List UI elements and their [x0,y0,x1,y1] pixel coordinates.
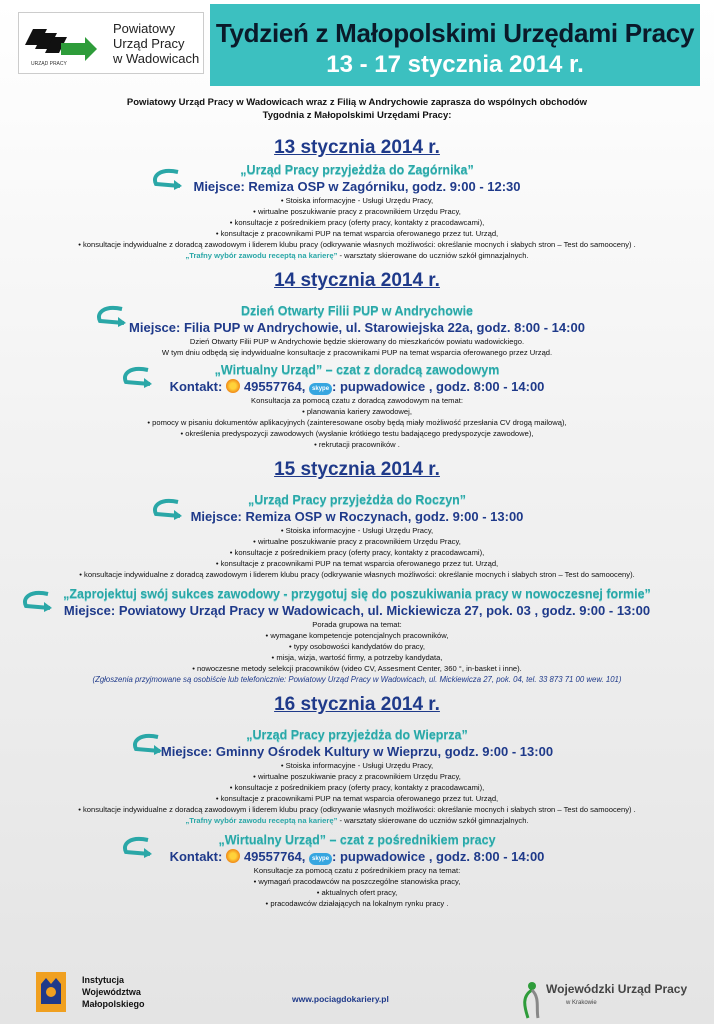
event-line: • wirtualne poszukiwanie pracy z pracownikiem Urzędu Pracy, [253,207,461,216]
header [0,0,714,92]
date-heading: 14 stycznia 2014 r. [274,270,440,291]
wup-figure-icon [520,980,544,1020]
contact-label: Kontakt: [169,379,223,394]
date-heading: 16 stycznia 2014 r. [274,694,440,715]
curved-arrow-icon [130,733,162,755]
contact-number: 49557764, [243,379,306,394]
curved-arrow-icon [94,305,126,327]
event-place: Miejsce: Filia PUP w Andrychowie, ul. Starowiejska 22a, godz. 8:00 - 14:00 [129,320,585,335]
intro-line: Tygodnia z Małopolskimi Urzędami Pracy: [262,110,452,121]
schedule [0,136,714,909]
workshop-line [0,815,714,826]
event-line: • określenia predyspozycji zawodowych (wysłanie krótkiego testu badającego predyspozycje zawodowe), [180,429,534,438]
event-block [0,492,714,580]
logo-text [113,21,199,66]
event-line: • pomocy w pisaniu dokumentów aplikacyjnych (zainteresowane osoby będą miały możliwość przesłania CV drogą mailową), [147,418,567,427]
event-block [0,832,714,909]
contact-line [0,848,714,865]
event-line: • wymagań pracodawców na poszczególne stanowiska pracy, [253,877,461,886]
event-line: • typy osobowości kandydatów do pracy, [289,642,425,651]
contact-label: Kontakt: [169,849,223,864]
curved-arrow-icon [150,498,182,520]
event-line: • konsultacje indywidualne z doradcą zawodowym i liderem klubu pracy (odkrywanie własnych możliwości: określanie mocnych i słabych stron – Test do samooceny) . [78,240,636,249]
workshop-title: „Trafny wybór zawodu receptą na karierę” [185,816,338,825]
event-place: Miejsce: Remiza OSP w Roczynach, godz. 9:00 - 13:00 [190,509,524,524]
date-heading: 15 stycznia 2014 r. [274,459,440,480]
skype-icon: skype [309,383,332,395]
contact-line [0,378,714,395]
event-line: W tym dniu odbędą się indywidualne konsultacje z pracownikami PUP na temat wsparcia oferowanego przez Urząd. [161,348,553,357]
event-title: „Urząd Pracy przyjeżdża do Zagórnika” [240,163,474,177]
event-place: Miejsce: Remiza OSP w Zagórniku, godz. 9:00 - 12:30 [193,179,521,194]
gg-icon [226,379,240,393]
event-line: • konsultacje z pośrednikiem pracy (oferty pracy, kontakty z pracodawcami), [229,218,485,227]
event-title: „Zaprojektuj swój sukces zawodowy - przygotuj się do poszukiwania pracy w nowoczesnej formie” [63,587,651,601]
event-line: • nowoczesne metody selekcji pracowników (video CV, Assesment Center, 360 °, in-basket i inne). [192,664,522,673]
workshop-title: „Trafny wybór zawodu receptą na karierę” [185,251,338,260]
event-title: Dzień Otwarty Filii PUP w Andrychowie [241,304,473,318]
event-title: „Urząd Pracy przyjeżdża do Roczyn” [247,493,467,507]
event-line: • Stoiska informacyjne - Usługi Urzędu Pracy, [280,761,434,770]
page-subtitle: 13 - 17 stycznia 2014 r. [326,51,584,78]
page-title: Tydzień z Małopolskimi Urzędami Pracy [215,18,695,48]
event-line: • konsultacje indywidualne z doradcą zawodowym i liderem klubu pracy (odkrywanie własnych możliwości: określanie mocnych i słabych stron – Test do samooceny) . [78,805,636,814]
logo-line: Urząd Pracy [113,36,185,51]
date-heading: 13 stycznia 2014 r. [274,137,440,158]
logo-line: w Wadowicach [113,51,200,66]
event-block [0,727,714,826]
event-block [0,362,714,450]
event-line: • planowania kariery zawodowej, [302,407,412,416]
registration-note: (Zgłoszenia przyjmowane są osobiście lub telefonicznie: Powiatowy Urząd Pracy w Wadowicach, ul. Mickiewicza 27, pok. 04, tel. 33 873 71 00 wew. 101) [92,675,622,684]
contact-number: 49557764, [243,849,306,864]
workshop-line [0,250,714,261]
intro-text [0,96,714,122]
event-place: Miejsce: Gminny Ośrodek Kultury w Wieprzu, godz. 9:00 - 13:00 [160,744,554,759]
event-line: Porada grupowa na temat: [312,620,402,629]
wup-logo [520,978,710,1022]
pup-logo [18,12,204,74]
event-title: „Wirtualny Urząd” – czat z pośrednikiem pracy [218,833,496,847]
title-banner [210,4,700,86]
event-line: • Stoiska informacyjne - Usługi Urzędu Pracy, [280,526,434,535]
footer [0,968,714,1024]
website-link[interactable]: www.pociagdokariery.pl [292,994,389,1004]
curved-arrow-icon [120,366,152,388]
logo-line: Powiatowy [113,21,176,36]
event-block [0,162,714,261]
event-line: • konsultacje z pośrednikiem pracy (oferty pracy, kontakty z pracodawcami), [229,548,485,557]
event-line: • wymagane kompetencje potencjalnych pracowników, [265,631,449,640]
gg-icon [226,849,240,863]
skype-icon: skype [309,853,332,865]
contact-rest: : pupwadowice , godz. 8:00 - 14:00 [332,849,545,864]
event-line: • konsultacje z pracownikami PUP na temat wsparcia oferowanego przez tut. Urząd, [215,229,499,238]
workshop-desc: - warsztaty skierowane do uczniów szkół gimnazjalnych. [337,816,529,825]
logo-small-text: URZĄD PRACY [31,61,67,67]
footer-line: Województwa [82,987,141,997]
event-line: • konsultacje z pracownikami PUP na temat wsparcia oferowanego przez tut. Urząd, [215,794,499,803]
malopolska-text [82,974,192,1010]
workshop-desc: - warsztaty skierowane do uczniów szkół gimnazjalnych. [337,251,529,260]
event-title: „Urząd Pracy przyjeżdża do Wieprza” [246,728,468,742]
event-title: „Wirtualny Urząd” – czat z doradcą zawodowym [214,363,500,377]
event-line: Dzień Otwarty Filii PUP w Andrychowie będzie skierowany do mieszkańców powiatu wadowickiego. [189,337,525,346]
footer-line: Instytucja [82,975,125,985]
curved-arrow-icon [120,836,152,858]
contact-rest: : pupwadowice , godz. 8:00 - 14:00 [332,379,545,394]
wup-subtitle: w Krakowie [566,1000,597,1006]
event-line: Konsultacja za pomocą czatu z doradcą zawodowym na temat: [251,396,463,405]
curved-arrow-icon [20,590,52,612]
event-line: • aktualnych ofert pracy, [316,888,398,897]
event-line: Konsultacje za pomocą czatu z pośrednikiem pracy na temat: [253,866,461,875]
event-line: • konsultacje z pośrednikiem pracy (oferty pracy, kontakty z pracodawcami), [229,783,485,792]
footer-line: Małopolskiego [82,999,145,1009]
curved-arrow-icon [150,168,182,190]
event-line: • konsultacje indywidualne z doradcą zawodowym i liderem klubu pracy (odkrywanie własnych możliwości: określanie mocnych i słabych stron – Test do samooceny). [79,570,635,579]
event-line: • pracodawców działających na lokalnym rynku pracy . [265,899,449,908]
event-line: • konsultacje z pracownikami PUP na temat wsparcia oferowanego przez tut. Urząd, [215,559,499,568]
wup-title: Wojewódzki Urząd Pracy [546,982,688,996]
event-line: • wirtualne poszukiwanie pracy z pracownikiem Urzędu Pracy, [253,537,461,546]
event-line: • Stoiska informacyjne - Usługi Urzędu Pracy, [280,196,434,205]
event-line: • rekrutacji pracowników . [314,440,400,449]
intro-line: Powiatowy Urząd Pracy w Wadowicach wraz z Filią w Andrychowie zaprasza do wspólnych obchodów [126,97,588,108]
event-block [0,586,714,685]
event-place: Miejsce: Powiatowy Urząd Pracy w Wadowicach, ul. Mickiewicza 27, pok. 03 , godz. 9:00 - 13:00 [63,603,651,618]
event-line: • misja, wizja, wartość firmy, a potrzeby kandydata, [271,653,443,662]
malopolska-emblem-icon [36,972,66,1012]
event-line: • wirtualne poszukiwanie pracy z pracownikiem Urzędu Pracy, [253,772,461,781]
event-block [0,303,714,358]
